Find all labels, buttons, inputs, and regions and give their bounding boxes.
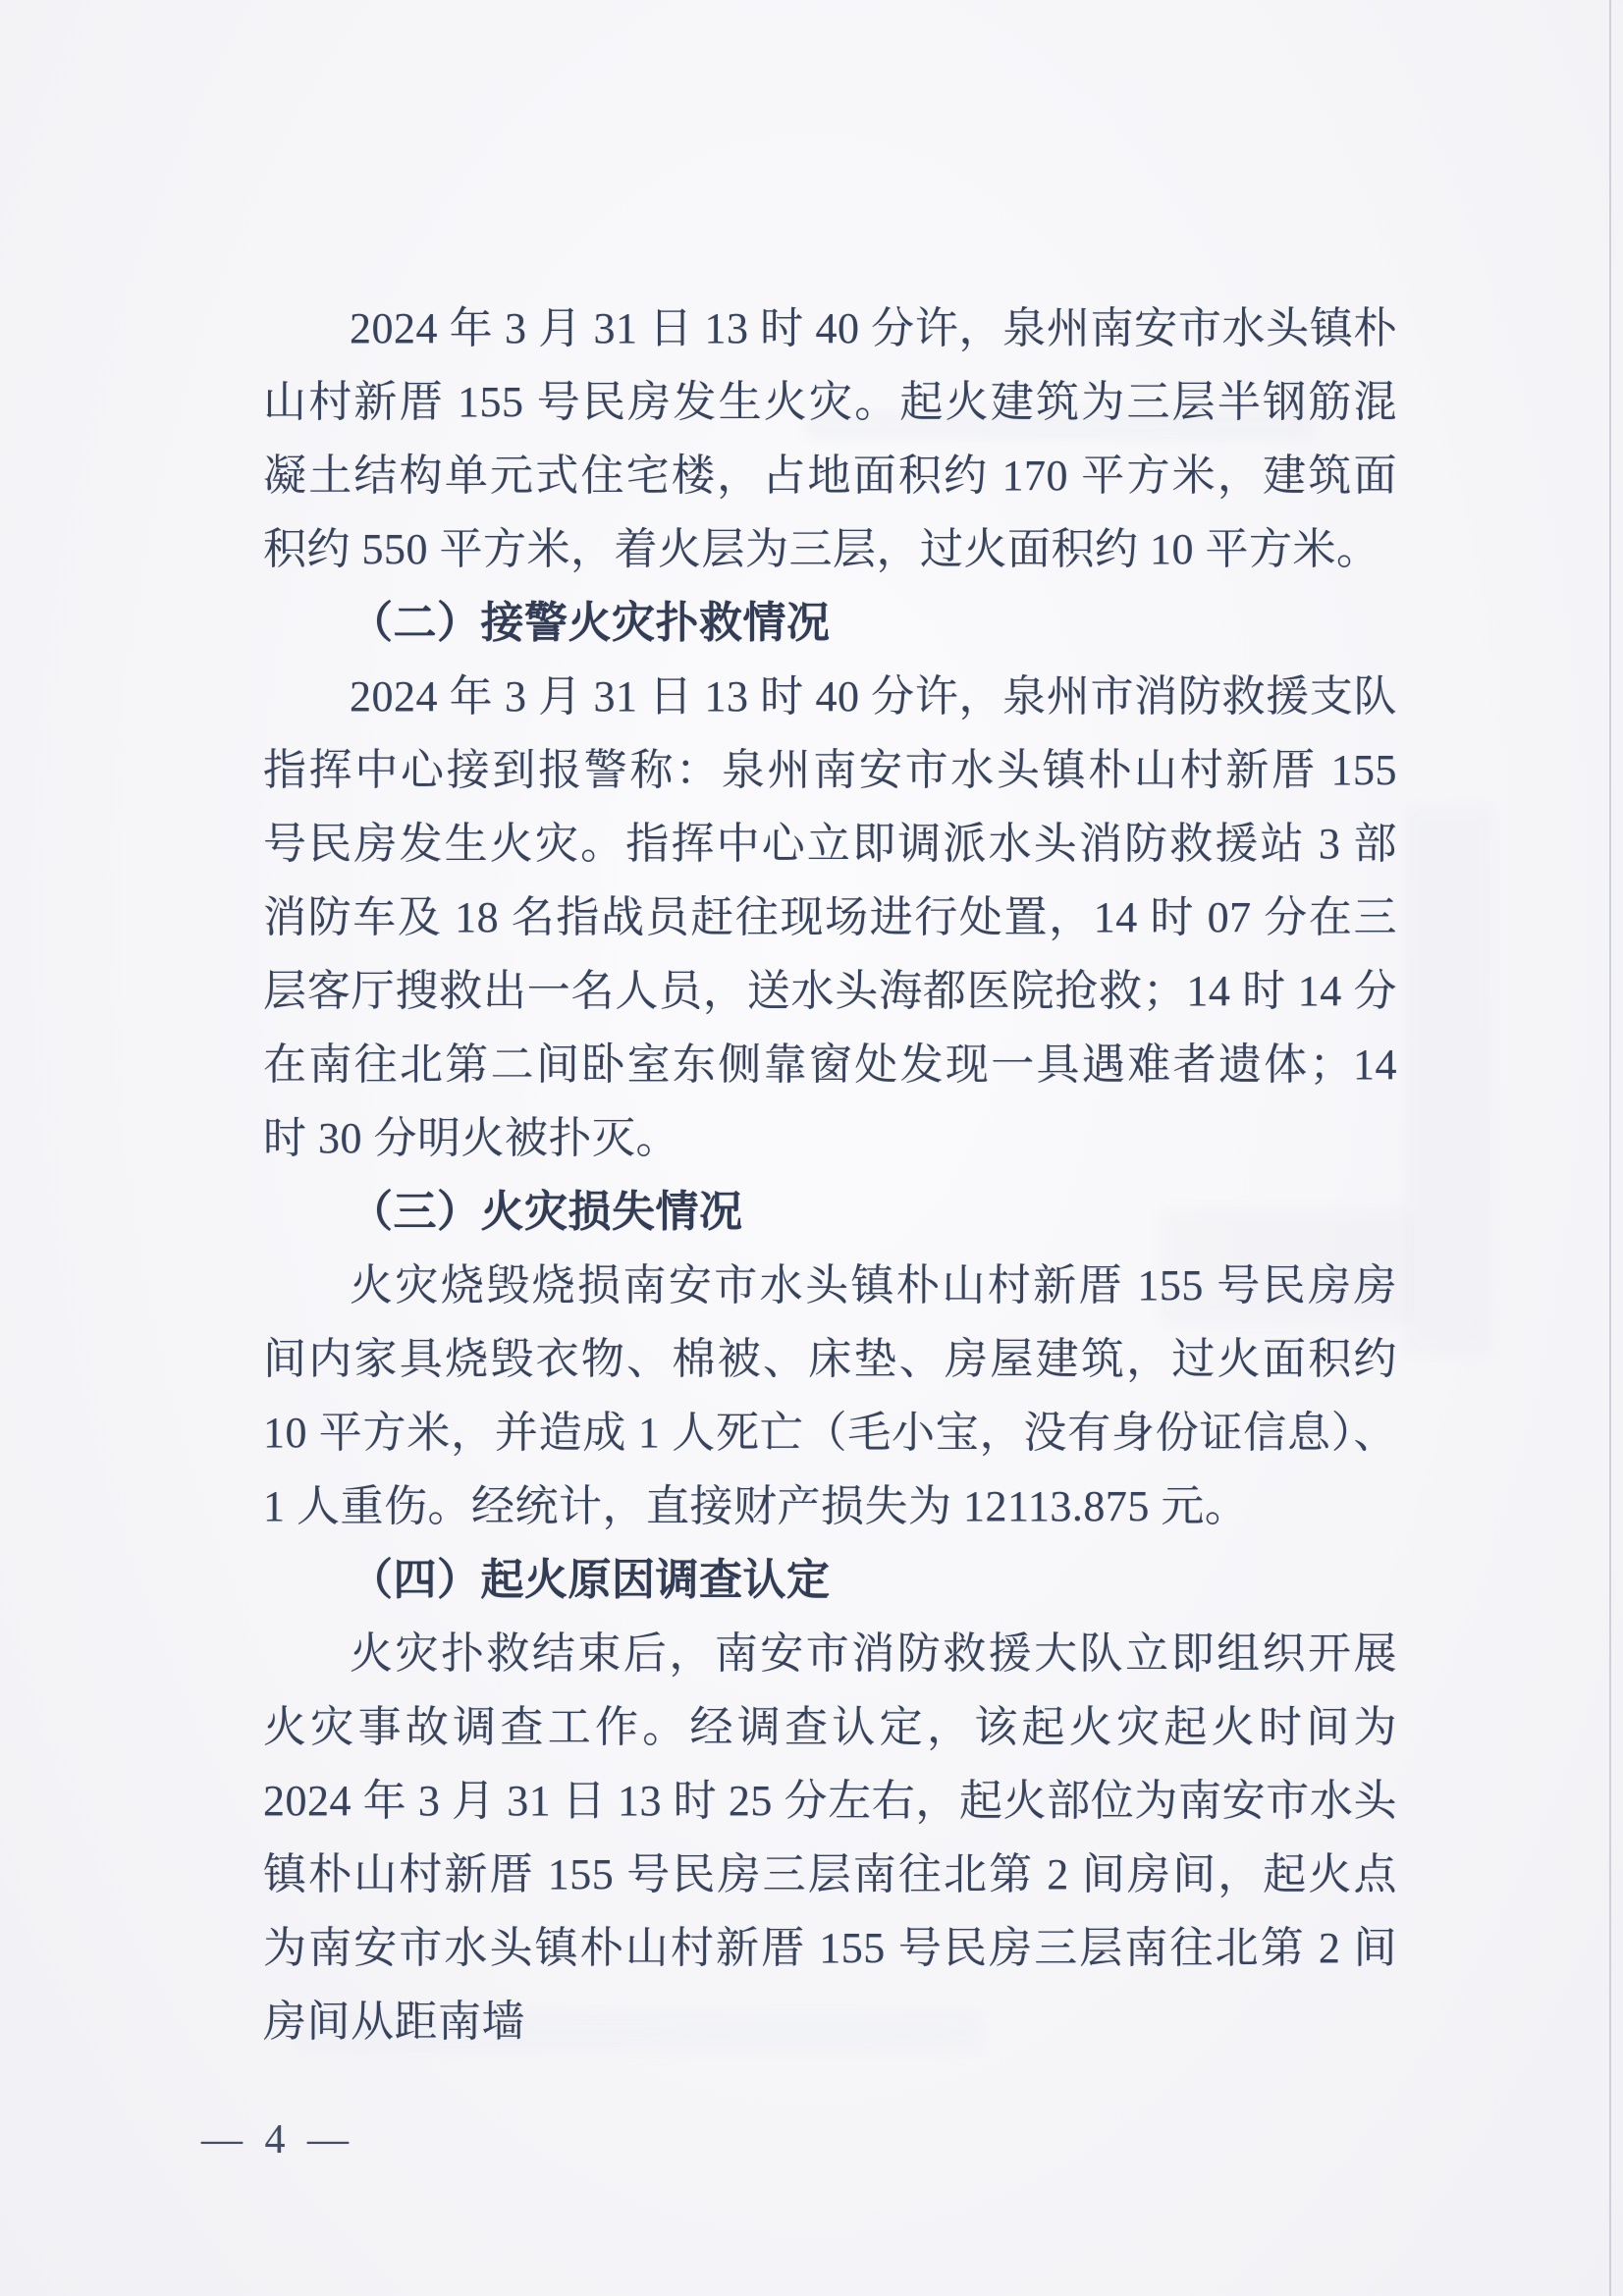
scan-edge-line — [1609, 0, 1611, 2296]
page-number: — 4 — — [201, 2117, 354, 2163]
heading-section-3-losses: （三）火灾损失情况 — [350, 1188, 743, 1236]
scan-bleed-smudge — [1404, 805, 1492, 1355]
document-body — [263, 292, 1397, 2058]
paragraph-cause-findings: 火灾扑救结束后，南安市消防救援大队立即组织开展火灾事故调查工作。经调查认定，该起火灾起火时间为 2024 年 3 月 31 日 13 时 25 分左右，起火部位为南安市水头镇朴山村新厝 155 号民房三层南往北第 2 间房间，起火点为南安市水头镇朴山村新厝 155 号民房三层南往北第 2 间房间从距南墙 — [263, 1629, 1397, 2046]
paragraph-alarm-and-rescue: 2024 年 3 月 31 日 13 时 40 分许，泉州市消防救援支队指挥中心接到报警称：泉州南安市水头镇朴山村新厝 155 号民房发生火灾。指挥中心立即调派水头消防救援站 3 部消防车及 18 名指战员赶往现场进行处置，14 时 07 分在三层客厅搜救出一名人员，送水头海都医院抢救；14 时 14 分在南往北第二间卧室东侧靠窗处发现一具遇难者遗体；14 时 30 分明火被扑灭。 — [263, 672, 1397, 1162]
heading-section-4-cause-investigation: （四）起火原因调查认定 — [350, 1556, 831, 1604]
paragraph-fire-losses: 火灾烧毁烧损南安市水头镇朴山村新厝 155 号民房房间内家具烧毁衣物、棉被、床垫、房屋建筑，过火面积约 10 平方米，并造成 1 人死亡（毛小宝，没有身份证信息）、1 人重伤。经统计，直接财产损失为 12113.875 元。 — [263, 1261, 1397, 1530]
paragraph-fire-overview: 2024 年 3 月 31 日 13 时 40 分许，泉州南安市水头镇朴山村新厝 155 号民房发生火灾。起火建筑为三层半钢筋混凝土结构单元式住宅楼，占地面积约 170 平方米，建筑面积约 550 平方米，着火层为三层，过火面积约 10 平方米。 — [263, 304, 1397, 573]
heading-section-2-response: （二）接警火灾扑救情况 — [350, 599, 831, 647]
